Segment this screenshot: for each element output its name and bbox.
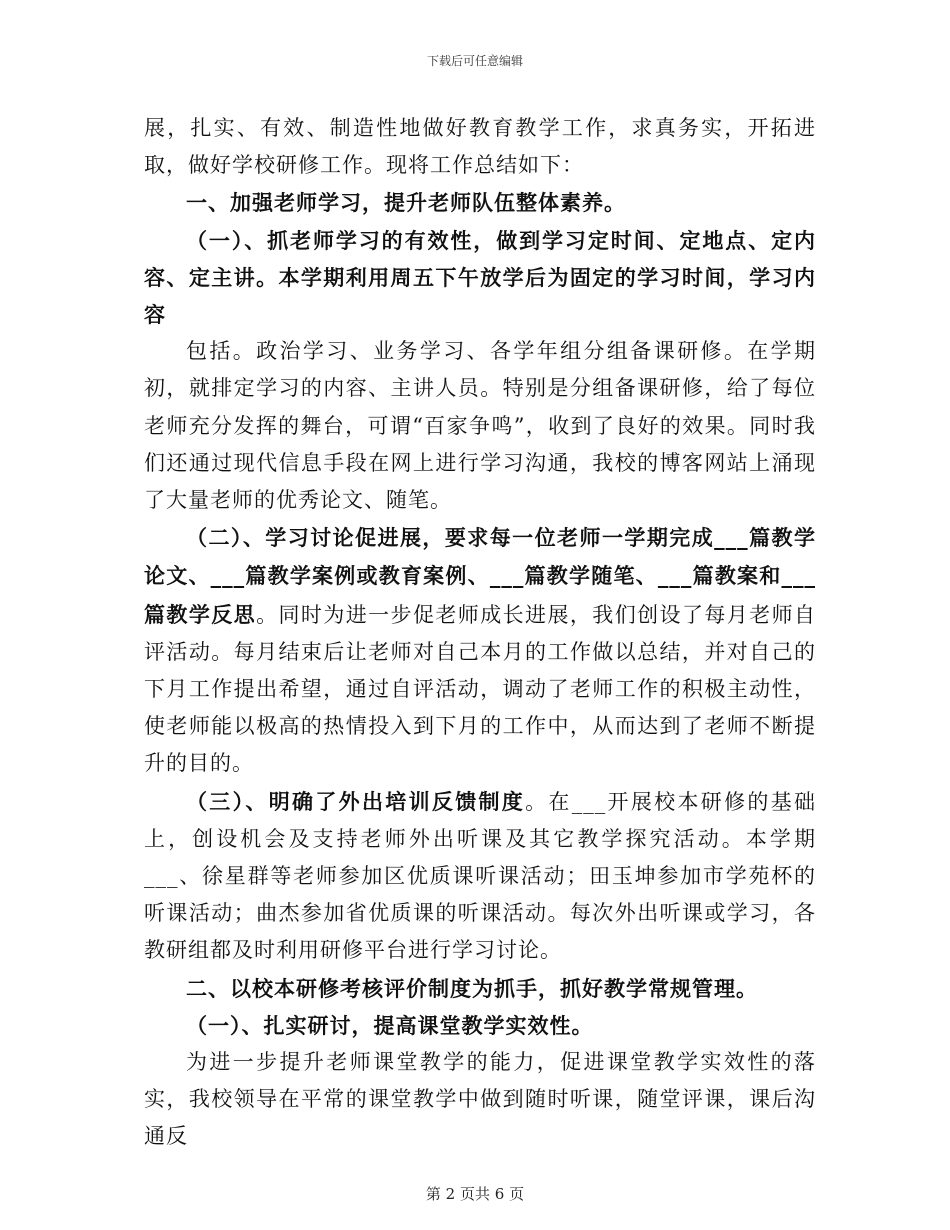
subsection-heading-2-1: （一）、扎实研讨，提高课堂教学实效性。 (186, 1012, 594, 1038)
section-heading-2: 二、以校本研修考核评价制度为抓手，抓好教学常规管理。 (186, 975, 758, 1001)
paragraph-subsection-1-3 (144, 783, 816, 970)
subsection-heading-1-3: （三）、明确了外出培训反馈制度 (186, 788, 526, 814)
paragraph-training-feedback: 。在___开展校本研修的基础上，创设机会及支持老师外出听课及其它教学探究活动。本学期___、徐星群等老师参加区优质课听课活动；田玉坤参加市学苑杯的听课活动；曲杰参加省优质课的听课活动。每次外出听课或学习，各教研组都及时利用研修平台进行学习讨论。 (144, 789, 817, 963)
subsection-heading-1-2: （二）、学习讨论促进展，要求每一位老师一学期完成___篇教学论文、___篇教学案例或教育案例、___篇教学随笔、___篇教案和___篇教学反思 (144, 525, 816, 627)
page-footer: 第 2 页共 6 页 (425, 1185, 525, 1203)
paragraph-self-evaluation: 。同时为进一步促老师成长进展，我们创设了每月老师自评活动。每月结束后让老师对自己本月的工作做以总结，并对自己的下月工作提出希望，通过自评活动，调动了老师工作的积极主动性，使老师能以极高的热情投入到下月的工作中，从而达到了老师不断提升的目的。 (144, 602, 817, 776)
document-body (144, 110, 816, 1156)
page-header: 下载后可任意编辑 (426, 54, 523, 68)
paragraph-subsection-1-2 (144, 519, 816, 782)
paragraph-classroom-teaching: 为进一步提升老师课堂教学的能力，促进课堂教学实效性的落实，我校领导在平常的课堂教学中做到随时听课，随堂评课，课后沟通反 (144, 1050, 816, 1149)
section-heading-1: 一、加强老师学习，提升老师队伍整体素养。 (186, 190, 626, 216)
paragraph-study-content: 包括。政治学习、业务学习、各学年组分组备课研修。在学期初，就排定学习的内容、主讲人员。特别是分组备课研修，给了每位老师充分发挥的舞台，可谓“百家争鸣”，收到了良好的效果。同时我们还通过现代信息手段在网上进行学习沟通，我校的博客网站上涌现了大量老师的优秀论文、随笔。 (144, 339, 816, 513)
subsection-heading-1-1: （一）、抓老师学习的有效性，做到学习定时间、定地点、定内容、定主讲。本学期利用周五下午放学后为固定的学习时间，学习内容 (144, 227, 816, 328)
paragraph-intro: 展，扎实、有效、制造性地做好教育教学工作，求真务实，开拓进取，做好学校研修工作。现将工作总结如下： (144, 116, 816, 178)
